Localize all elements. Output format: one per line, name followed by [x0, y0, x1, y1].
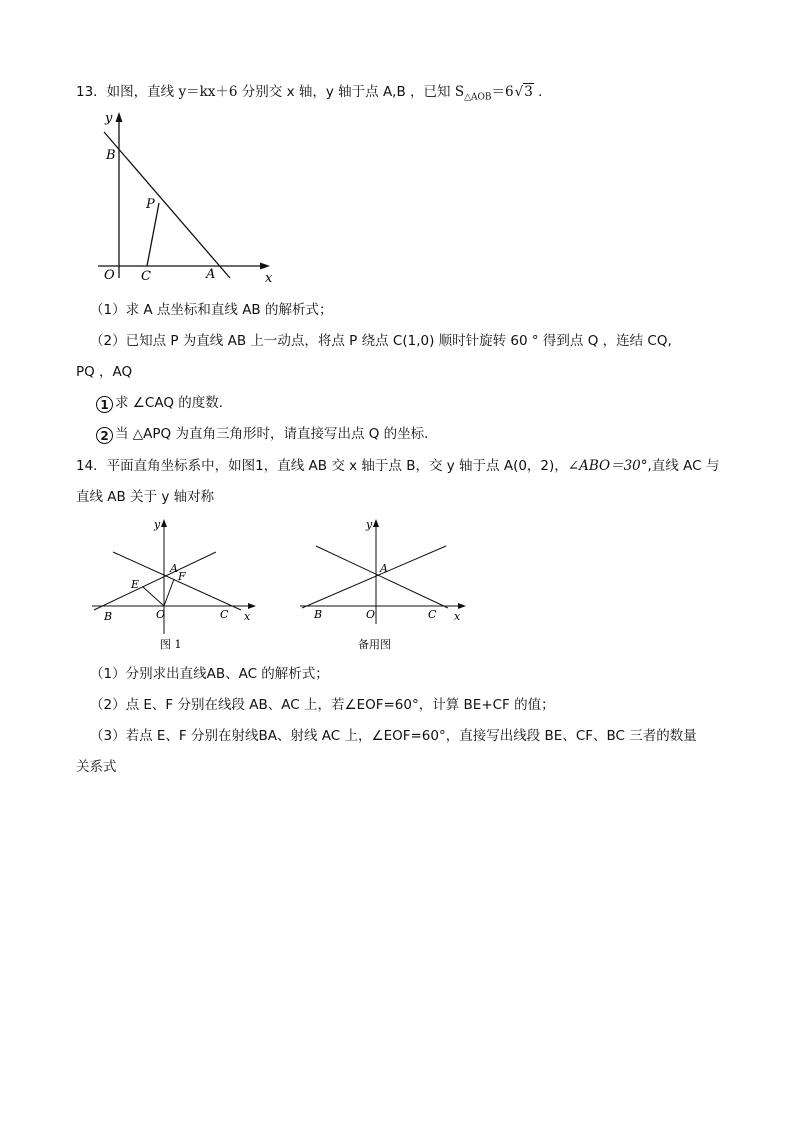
- q14-figure-2: [296, 514, 476, 656]
- q13-stem: [76, 82, 552, 108]
- q14-f1-caption: 图 1: [160, 638, 182, 651]
- q14-f2-y-arrow: [373, 519, 379, 527]
- q13-label-c: C: [141, 269, 151, 284]
- q13-sub2-text: 当 △APQ 为直角三角形时，请直接写出点 Q 的坐标．: [115, 426, 438, 442]
- q13-sub1-text: 求 ∠CAQ 的度数．: [115, 395, 233, 411]
- q14-stem-line2: 直线 AB 关于 y 轴对称: [76, 489, 215, 505]
- q14-stem-a: 14．平面直角坐标系中，如图1，直线 AB 交 x 轴于点 B，交 y 轴于点 A(0，2)，: [76, 458, 568, 474]
- q14-f1-label-c: C: [220, 608, 229, 621]
- q14-f1-x-arrow: [248, 603, 256, 609]
- q13-x-arrow: [260, 263, 270, 270]
- q13-label-a: A: [206, 267, 216, 282]
- q14-stem-b: ,直线 AC 与: [647, 458, 720, 474]
- q14-f1-label-f: F: [178, 570, 186, 583]
- q13-area-sqrt: 3: [524, 84, 533, 100]
- q14-f2-line-ba: [302, 546, 446, 608]
- q14-f2-label-o: O: [366, 608, 376, 621]
- q14-f1-segment-oe: [143, 587, 164, 606]
- q14-f2-label-x: x: [454, 610, 461, 623]
- q14-f2-x-arrow: [458, 603, 466, 609]
- q13-label-x: x: [265, 271, 273, 286]
- q13-stem-prefix: 13．如图，直线: [76, 84, 175, 100]
- q13-sub2: [96, 424, 438, 444]
- q13-sub1-mark: 1: [96, 396, 113, 413]
- q14-part1: （1）分别求出直线AB、AC 的解析式；: [90, 666, 329, 682]
- q14-f1-label-o: O: [156, 608, 166, 621]
- q14-part3-line1: （3）若点 E、F 分别在射线BA、射线 AC 上，∠EOF=60°，直接写出线段 BE、CF、BC 三者的数量: [90, 728, 697, 744]
- q14-f1-label-a: A: [170, 562, 178, 575]
- q13-label-o: O: [104, 268, 115, 283]
- q13-area-eq: ＝6: [491, 84, 514, 100]
- q14-f1-label-y: y: [154, 518, 161, 531]
- q14-f1-label-x: x: [244, 610, 251, 623]
- q13-part1: （1）求 A 点坐标和直线 AB 的解析式；: [90, 302, 333, 318]
- q13-part2-line1: （2）已知点 P 为直线 AB 上一动点，将点 P 绕点 C(1,0) 顺时针旋转 60 ° 得到点 Q ，连结 CQ,: [90, 333, 672, 349]
- q13-label-p: P: [146, 197, 155, 212]
- q13-equation: y＝kx＋6: [178, 84, 238, 100]
- q14-f2-caption: 备用图: [358, 638, 391, 651]
- q14-f2-label-a: A: [380, 562, 388, 575]
- q13-segment-cp: [147, 203, 159, 266]
- q14-figure-1: [88, 514, 268, 656]
- q14-f2-label-c: C: [428, 608, 437, 621]
- q14-f1-segment-of: [164, 579, 174, 606]
- q13-area-sub: △AOB: [464, 92, 492, 103]
- q13-area-s: S: [454, 84, 465, 100]
- q13-sub2-mark: 2: [96, 427, 113, 444]
- q13-stem-end: ．: [538, 84, 552, 100]
- q13-stem-mid: 分别交 x 轴，y 轴于点 A,B ，已知: [241, 84, 451, 100]
- q14-part2: （2）点 E、F 分别在线段 AB、AC 上，若∠EOF=60°，计算 BE+CF 的值；: [90, 697, 555, 713]
- q14-f2-label-y: y: [366, 518, 373, 531]
- q14-f1-line-ba: [94, 552, 216, 610]
- q13-figure: [90, 108, 290, 290]
- q13-label-y: y: [105, 111, 113, 126]
- q14-f1-y-arrow: [161, 519, 167, 527]
- q14-stem: [76, 456, 719, 476]
- q14-f2-line-ac: [316, 546, 448, 608]
- q14-f1-label-b: B: [104, 610, 113, 623]
- q13-sub1: [96, 393, 232, 413]
- q14-stem-angle: ∠ABO＝30°: [567, 458, 648, 474]
- q14-f1-label-e: E: [131, 578, 140, 591]
- q14-f2-label-b: B: [314, 608, 323, 621]
- q13-part2-line2: PQ ，AQ: [76, 364, 133, 380]
- q13-line-ab: [104, 132, 230, 278]
- q13-y-arrow: [116, 112, 123, 122]
- q13-label-b: B: [106, 148, 116, 163]
- q13-area: $S_{\triangle AOB}=6√3$: [454, 84, 533, 103]
- q14-part3-line2: 关系式: [76, 759, 117, 775]
